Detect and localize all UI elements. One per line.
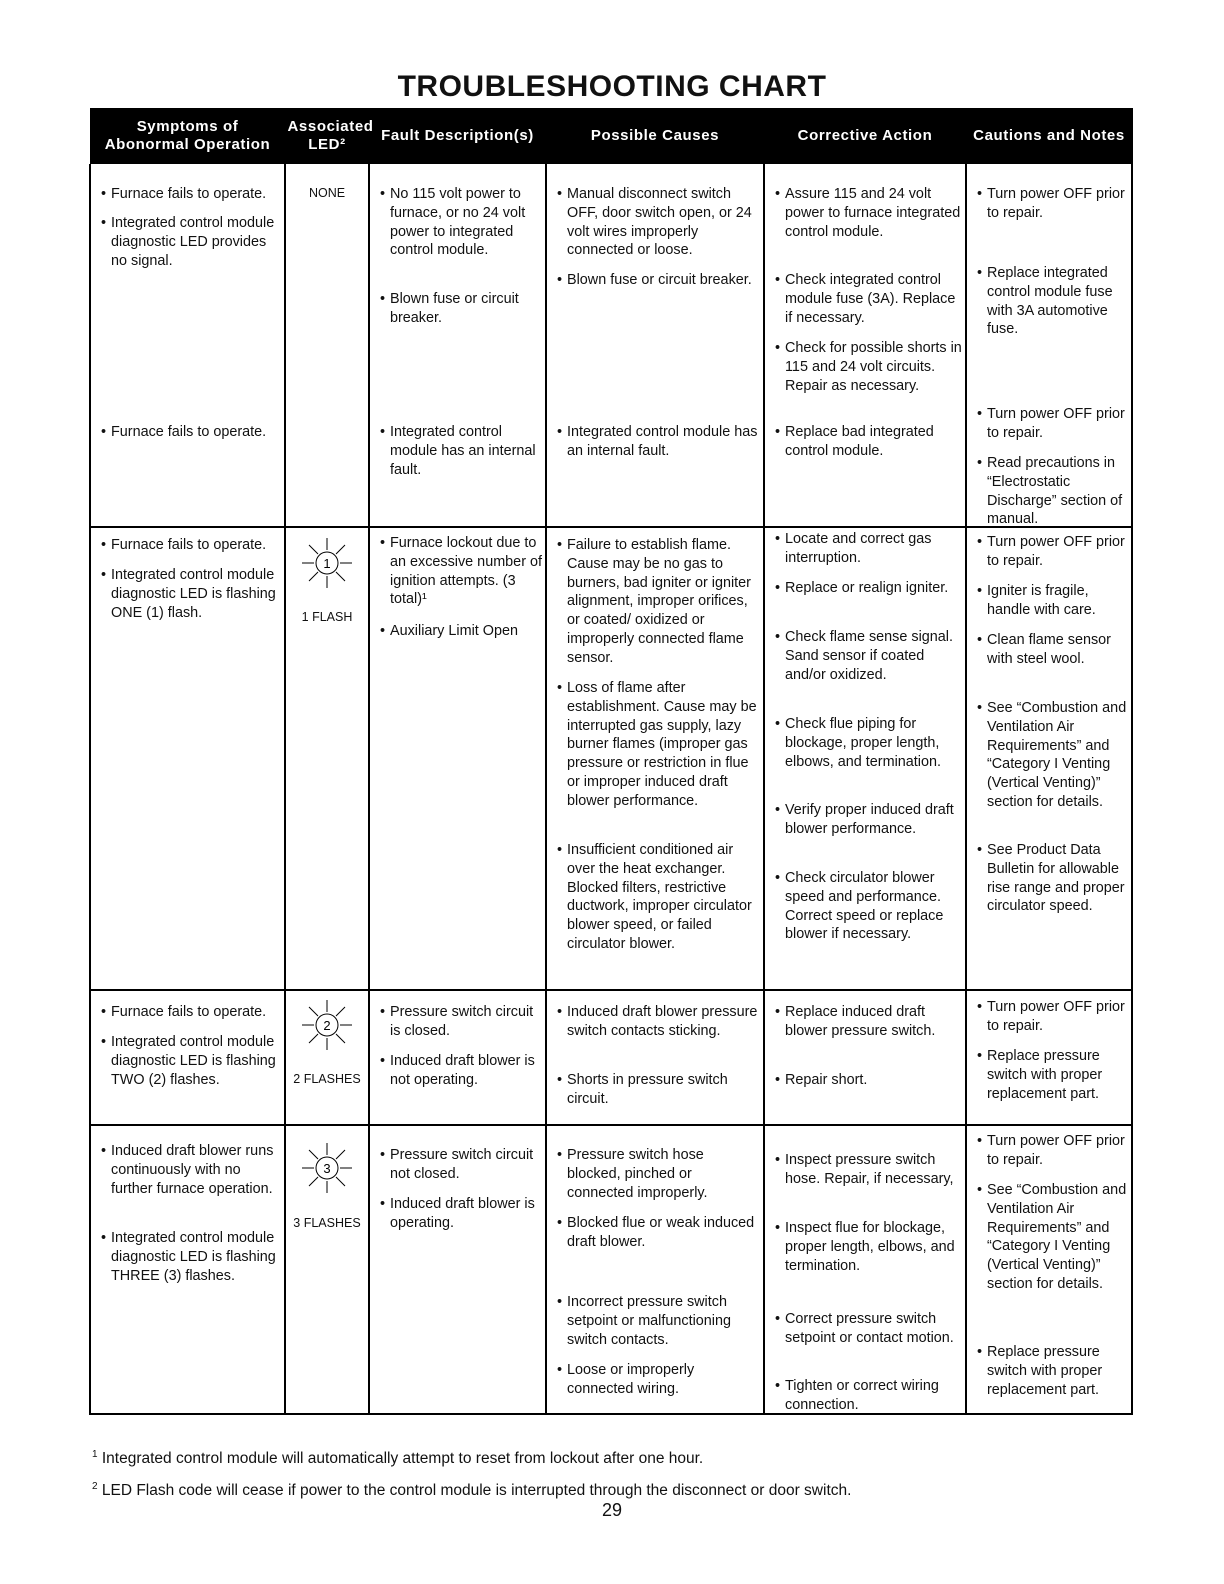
footnote-1: $^1$ Integrated control module will automatically attempt to reset from lockout after one hour.: [92, 1449, 704, 1468]
fault-description: • No 115 volt power to furnace, or no 24 volt power to integrated control module.: [370, 185, 545, 260]
page-title: TROUBLESHOOTING CHART: [397, 70, 827, 103]
symptom: • Induced draft blower runs continuously with no further furnace operation.: [91, 1142, 284, 1198]
header-causes: Possible Causes: [546, 108, 764, 164]
symptom: • Furnace fails to operate.: [91, 536, 284, 555]
fault-description: • Furnace lockout due to an excessive number of ignition attempts. (3 total)¹: [370, 534, 545, 609]
header-fault: Fault Description(s): [369, 108, 546, 164]
corrective-action: • Replace bad integrated control module.: [765, 423, 965, 461]
symptom: • Furnace fails to operate.: [91, 423, 284, 442]
possible-cause: • Incorrect pressure switch setpoint or malfunctioning switch contacts.: [547, 1293, 763, 1349]
possible-cause: • Manual disconnect switch OFF, door switch open, or 24 volt wires improperly connected or loose.: [547, 185, 763, 260]
corrective-action: • Check integrated control module fuse (3A). Replace if necessary.: [765, 271, 965, 327]
led-flash-1-icon: [299, 535, 355, 591]
corrective-action: • Repair short.: [765, 1071, 965, 1090]
possible-cause: • Loss of flame after establishment. Cause may be interrupted gas supply, lazy burner flames (improper gas pressure or restriction in flue or improper induced draft blower performance.: [547, 679, 763, 811]
header-led: Associated LED²: [285, 108, 369, 164]
corrective-action: • Locate and correct gas interruption.: [765, 530, 965, 568]
caution-note: • Turn power OFF prior to repair.: [967, 405, 1131, 443]
led-flash-number: 3: [323, 1161, 331, 1176]
led-flash-label: 1 FLASH: [301, 610, 353, 624]
possible-cause: • Induced draft blower pressure switch contacts sticking.: [547, 1003, 763, 1041]
caution-note: • See Product Data Bulletin for allowable rise range and proper circulator speed.: [967, 841, 1131, 916]
header-notes: Cautions and Notes: [966, 108, 1132, 164]
caution-note: • Clean flame sensor with steel wool.: [967, 631, 1131, 669]
symptom: • Integrated control module diagnostic LED is flashing ONE (1) flash.: [91, 566, 284, 622]
led-flash-number: 2: [323, 1018, 331, 1033]
possible-cause: • Insufficient conditioned air over the heat exchanger. Blocked filters, restrictive ductwork, improper circulator blower speed, or failed circulator blower.: [547, 841, 763, 954]
caution-note: • See “Combustion and Ventilation Air Requirements” and “Category I Venting (Vertical Venting)” section for details.: [967, 699, 1131, 812]
possible-cause: • Shorts in pressure switch circuit.: [547, 1071, 763, 1109]
possible-cause: • Pressure switch hose blocked, pinched or connected improperly.: [547, 1146, 763, 1202]
header-action: Corrective Action: [764, 108, 966, 164]
symptom: • Integrated control module diagnostic LED provides no signal.: [91, 214, 284, 270]
led-flash-label: 2 FLASHES: [293, 1072, 361, 1086]
corrective-action: • Correct pressure switch setpoint or contact motion.: [765, 1310, 965, 1348]
troubleshooting-table: [89, 108, 1133, 1415]
led-flash-number: 1: [323, 556, 331, 571]
caution-note: • Turn power OFF prior to repair.: [967, 185, 1131, 223]
corrective-action: • Assure 115 and 24 volt power to furnace integrated control module.: [765, 185, 965, 241]
fault-description: • Integrated control module has an internal fault.: [370, 423, 545, 479]
possible-cause: • Blown fuse or circuit breaker.: [547, 271, 763, 290]
corrective-action: • Replace induced draft blower pressure switch.: [765, 1003, 965, 1041]
led-flash-2-icon: [299, 997, 355, 1053]
symptom: • Integrated control module diagnostic LED is flashing TWO (2) flashes.: [91, 1033, 284, 1089]
caution-note: • Replace integrated control module fuse with 3A automotive fuse.: [967, 264, 1131, 339]
possible-cause: • Loose or improperly connected wiring.: [547, 1361, 763, 1399]
corrective-action: • Inspect pressure switch hose. Repair, if necessary,: [765, 1151, 965, 1189]
possible-cause: • Integrated control module has an internal fault.: [547, 423, 763, 461]
fault-description: • Induced draft blower is not operating.: [370, 1052, 545, 1090]
table-header-row: [90, 108, 1132, 164]
corrective-action: • Replace or realign igniter.: [765, 579, 965, 598]
fault-description: • Auxiliary Limit Open: [370, 622, 545, 641]
corrective-action: • Inspect flue for blockage, proper length, elbows, and termination.: [765, 1219, 965, 1275]
possible-cause: • Failure to establish flame. Cause may be no gas to burners, bad igniter or igniter alignment, improper orifices, or coated/ oxidized or improperly connected flame sensor.: [547, 536, 763, 668]
table-row: [90, 527, 1132, 990]
header-symptoms: Symptoms of Abonormal Operation: [90, 108, 285, 164]
led-flash-label: 3 FLASHES: [293, 1216, 361, 1230]
corrective-action: • Check flue piping for blockage, proper length, elbows, and termination.: [765, 715, 965, 771]
table-row: [90, 164, 1132, 527]
corrective-action: • Check for possible shorts in 115 and 24 volt circuits. Repair as necessary.: [765, 339, 965, 395]
table-row: [90, 1125, 1132, 1414]
corrective-action: • Check circulator blower speed and performance. Correct speed or replace blower if necessary.: [765, 869, 965, 944]
caution-note: • Turn power OFF prior to repair.: [967, 998, 1131, 1036]
caution-note: • See “Combustion and Ventilation Air Requirements” and “Category I Venting (Vertical Venting)” section for details.: [967, 1181, 1131, 1294]
fault-description: • Pressure switch circuit not closed.: [370, 1146, 545, 1184]
page-number: 29: [601, 1500, 623, 1520]
symptom: • Furnace fails to operate.: [91, 1003, 284, 1022]
fault-description: • Blown fuse or circuit breaker.: [370, 290, 545, 328]
caution-note: • Turn power OFF prior to repair.: [967, 533, 1131, 571]
caution-note: • Read precautions in “Electrostatic Discharge” section of manual.: [967, 454, 1131, 529]
caution-note: • Replace pressure switch with proper replacement part.: [967, 1047, 1131, 1103]
footnote-2: $^2$ LED Flash code will cease if power to the control module is interrupted through the disconnect or door switch.: [92, 1481, 852, 1500]
fault-description: • Induced draft blower is operating.: [370, 1195, 545, 1233]
symptom: • Furnace fails to operate.: [91, 185, 284, 204]
caution-note: • Turn power OFF prior to repair.: [967, 1132, 1131, 1170]
caution-note: • Igniter is fragile, handle with care.: [967, 582, 1131, 620]
corrective-action: • Check flame sense signal. Sand sensor if coated and/or oxidized.: [765, 628, 965, 684]
led-indicator-none: NONE: [308, 186, 346, 200]
corrective-action: • Tighten or correct wiring connection.: [765, 1377, 965, 1415]
corrective-action: • Verify proper induced draft blower performance.: [765, 801, 965, 839]
symptom: • Integrated control module diagnostic LED is flashing THREE (3) flashes.: [91, 1229, 284, 1285]
caution-note: • Replace pressure switch with proper replacement part.: [967, 1343, 1131, 1399]
possible-cause: • Blocked flue or weak induced draft blower.: [547, 1214, 763, 1252]
fault-description: • Pressure switch circuit is closed.: [370, 1003, 545, 1041]
table-row: [90, 990, 1132, 1125]
led-flash-3-icon: [299, 1140, 355, 1196]
